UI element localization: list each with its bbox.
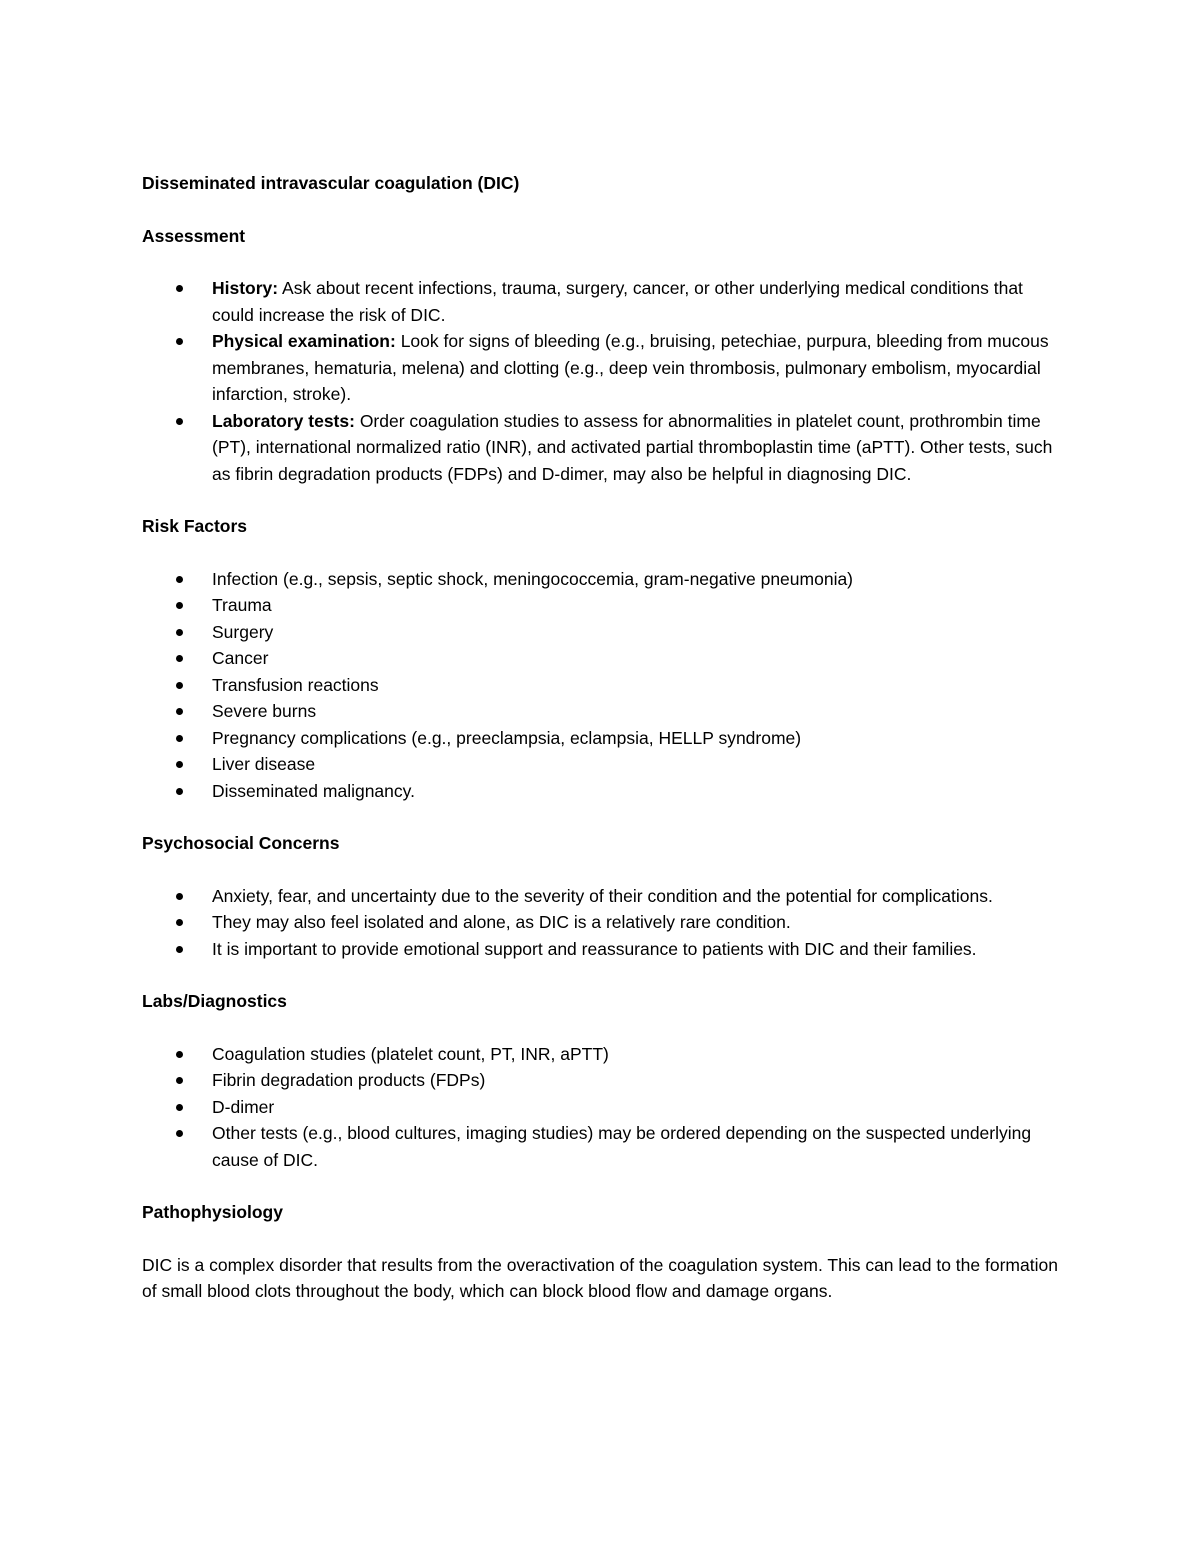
- pathophysiology-heading: Pathophysiology: [142, 1202, 283, 1222]
- document-title: Disseminated intravascular coagulation (DIC): [142, 173, 520, 193]
- document-body: [142, 170, 1062, 1305]
- list-item: [212, 328, 1062, 408]
- item-term: History:: [212, 278, 279, 298]
- item-text: Look for signs of bleeding (e.g., bruising, petechiae, purpura, bleeding from mucous membranes, hematuria, melena) and clotting (e.g., deep vein thrombosis, pulmonary embolism, myocardial infarction, stroke).: [212, 331, 1049, 404]
- list-item: Infection (e.g., sepsis, septic shock, meningococcemia, gram-negative pneumonia): [212, 566, 1062, 593]
- item-term: Physical examination:: [212, 331, 396, 351]
- list-item: D-dimer: [212, 1094, 1062, 1121]
- psychosocial-list: [142, 883, 1062, 963]
- list-item: Cancer: [212, 645, 1062, 672]
- labs-list: [142, 1041, 1062, 1174]
- item-term: Laboratory tests:: [212, 410, 355, 431]
- list-item: Surgery: [212, 619, 1062, 646]
- list-item: [212, 408, 1062, 488]
- list-item: Transfusion reactions: [212, 672, 1062, 699]
- risk-factors-list: [142, 566, 1062, 805]
- list-item: [212, 275, 1062, 328]
- labs-heading: Labs/Diagnostics: [142, 991, 287, 1011]
- list-item: Anxiety, fear, and uncertainty due to the severity of their condition and the potential for complications.: [212, 883, 1062, 910]
- list-item: Trauma: [212, 592, 1062, 619]
- item-text: Order coagulation studies to assess for abnormalities in platelet count, prothrombin time (PT), international normalized ratio (INR), and activated partial thromboplastin time (aPTT). Other tests, such as fibrin degradation products (FDPs) and D-dimer, may also be helpful in diagnosing DIC.: [212, 410, 1053, 484]
- list-item: They may also feel isolated and alone, as DIC is a relatively rare condition.: [212, 909, 1062, 936]
- list-item: Pregnancy complications (e.g., preeclampsia, eclampsia, HELLP syndrome): [212, 725, 1062, 752]
- assessment-list: [142, 275, 1062, 487]
- list-item: It is important to provide emotional support and reassurance to patients with DIC and their families.: [212, 936, 1062, 963]
- risk-factors-heading: Risk Factors: [142, 516, 248, 536]
- list-item: Liver disease: [212, 751, 1062, 778]
- psychosocial-heading: Psychosocial Concerns: [142, 833, 340, 853]
- list-item: Severe burns: [212, 698, 1062, 725]
- list-item: Disseminated malignancy.: [212, 778, 1062, 805]
- assessment-heading: Assessment: [142, 225, 246, 246]
- list-item: Fibrin degradation products (FDPs): [212, 1067, 1062, 1094]
- list-item: Other tests (e.g., blood cultures, imaging studies) may be ordered depending on the suspected underlying cause of DIC.: [212, 1120, 1062, 1173]
- pathophysiology-paragraph: DIC is a complex disorder that results from the overactivation of the coagulation system. This can lead to the formation of small blood clots throughout the body, which can block blood flow and damage organs.: [142, 1254, 1058, 1301]
- item-text: Ask about recent infections, trauma, surgery, cancer, or other underlying medical conditions that could increase the risk of DIC.: [212, 278, 1023, 325]
- list-item: Coagulation studies (platelet count, PT, INR, aPTT): [212, 1041, 1062, 1068]
